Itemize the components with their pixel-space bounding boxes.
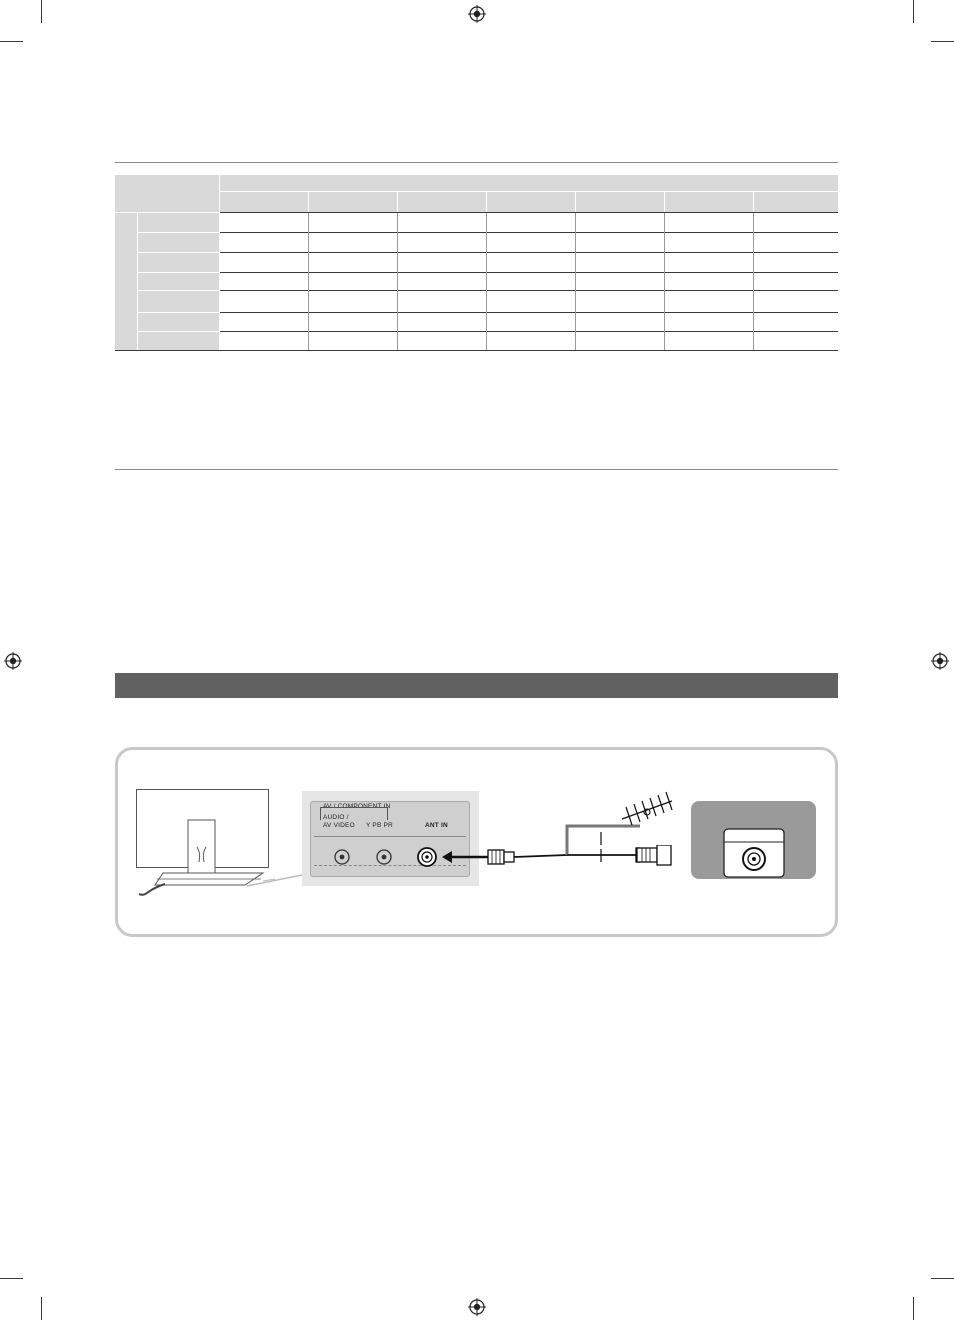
- section-rule: [115, 162, 838, 163]
- section-rule: [115, 469, 838, 470]
- table-col-line: [486, 213, 487, 351]
- crop-mark: [0, 41, 23, 42]
- table-row-line: [220, 212, 838, 213]
- table-row-line: [220, 312, 838, 313]
- table-column-header: [754, 192, 838, 212]
- coax-connector-icon: [635, 845, 677, 871]
- table-row-header: [138, 233, 219, 252]
- table-side-header: [115, 213, 137, 351]
- table-corner-header: [115, 175, 219, 212]
- crop-mark: [0, 1278, 23, 1279]
- table-row-line: [220, 232, 838, 233]
- antenna-connection-diagram: [115, 747, 838, 937]
- component-labels: Y PB PR: [366, 822, 393, 829]
- component-jack-icon: [377, 850, 391, 864]
- crop-mark: [913, 0, 914, 23]
- coax-connector-icon: [488, 850, 514, 864]
- spec-table: [115, 175, 838, 351]
- table-row-header: [138, 291, 219, 312]
- ant-in-label: ANT IN: [425, 822, 448, 829]
- table-col-line: [575, 213, 576, 351]
- section-header-band: [115, 673, 838, 698]
- table-col-line: [753, 213, 754, 351]
- table-row-line: [220, 252, 838, 253]
- crop-mark: [41, 0, 42, 23]
- table-column-header: [576, 192, 664, 212]
- table-span-header: [220, 175, 838, 191]
- registration-mark-icon: [931, 652, 949, 670]
- callout-line: [247, 872, 307, 892]
- av-video-label: AV VIDEO: [323, 822, 355, 829]
- crop-mark: [931, 1278, 954, 1279]
- crop-mark: [913, 1297, 914, 1320]
- ant-in-jack-icon: [418, 848, 436, 866]
- table-row-header: [138, 273, 219, 290]
- table-row-header: [138, 213, 219, 232]
- table-col-line: [397, 213, 398, 351]
- registration-mark-icon: [4, 652, 22, 670]
- av-video-jack-icon: [335, 850, 349, 864]
- table-col-line: [664, 213, 665, 351]
- table-column-header: [487, 192, 575, 212]
- table-row-header: [138, 332, 219, 350]
- table-row-line: [220, 331, 838, 332]
- table-row-header: [138, 313, 219, 331]
- table-column-header: [665, 192, 753, 212]
- table-row-line: [220, 290, 838, 291]
- av-component-group-label: AV / COMPONENT IN: [323, 803, 391, 810]
- table-row-header: [138, 253, 219, 272]
- table-row-line: [220, 272, 838, 273]
- table-col-line: [308, 213, 309, 351]
- audio-label: AUDIO /: [323, 814, 349, 821]
- crop-mark: [41, 1297, 42, 1320]
- wall-outlet-icon: [723, 828, 785, 878]
- table-column-header: [220, 192, 308, 212]
- antenna-icon: [620, 787, 680, 827]
- registration-mark-icon: [468, 1298, 486, 1316]
- table-column-header: [398, 192, 486, 212]
- table-bottom-line: [115, 350, 838, 351]
- table-column-header: [309, 192, 397, 212]
- crop-mark: [931, 41, 954, 42]
- coax-cable-illustration: [440, 787, 640, 897]
- registration-mark-icon: [468, 5, 486, 23]
